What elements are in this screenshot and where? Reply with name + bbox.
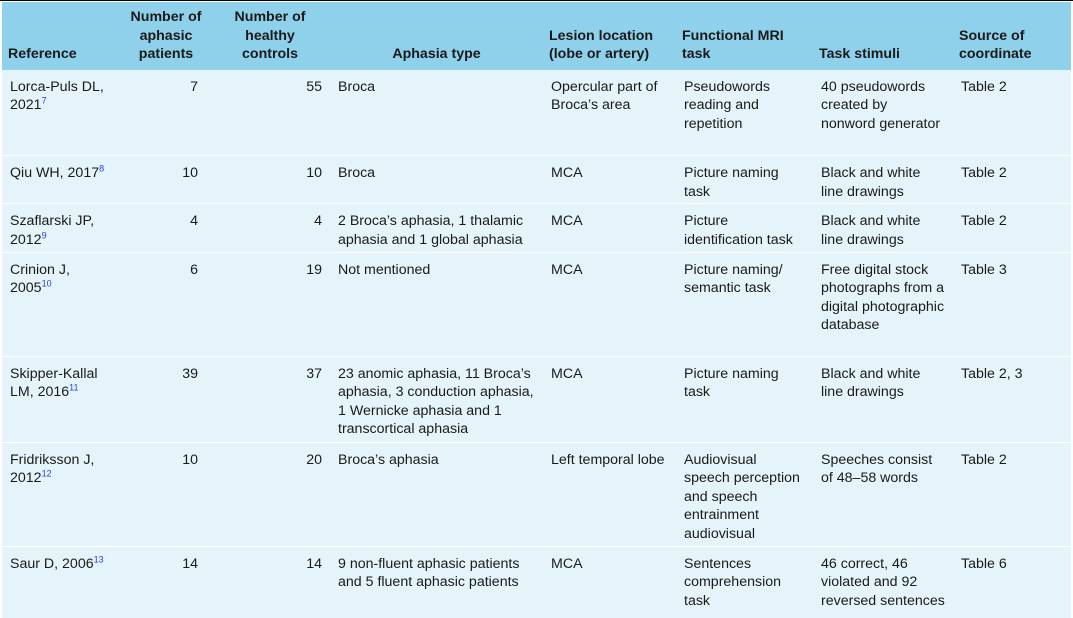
reference-text: Fridriksson J, 2012 — [10, 451, 95, 487]
cell-healthy-controls: 10 — [210, 156, 330, 204]
citation-link[interactable]: 7 — [41, 95, 47, 106]
citation-link[interactable]: 11 — [69, 382, 79, 393]
cell-source-coordinate: Table 2 — [953, 70, 1071, 156]
cell-lesion-location: Opercular part of Broca’s area — [543, 70, 676, 156]
table-row — [2, 252, 1071, 356]
cell-aphasia-type: 23 anomic aphasia, 11 Broca’s aphasia, 3 conduction aphasia, 1 Wernicke aphasia and 1 transcortical aphasia — [330, 356, 543, 442]
cell-aphasic-patients: 10 — [122, 442, 210, 546]
header-row — [2, 2, 1071, 70]
cell-task-stimuli: Black and white line drawings — [813, 156, 953, 204]
cell-task-stimuli: 46 correct, 46 violated and 92 reversed sentences — [813, 546, 953, 618]
table-row — [2, 546, 1071, 618]
cell-lesion-location: Left temporal lobe — [543, 442, 676, 546]
citation-link[interactable]: 12 — [41, 468, 52, 479]
table-row — [2, 204, 1071, 252]
cell-reference — [2, 70, 122, 156]
cell-reference — [2, 252, 122, 356]
cell-aphasic-patients: 14 — [122, 546, 210, 618]
cell-healthy-controls: 19 — [210, 252, 330, 356]
cell-healthy-controls: 4 — [210, 204, 330, 252]
cell-lesion-location: MCA — [543, 252, 676, 356]
cell-task-stimuli: Black and white line drawings — [813, 204, 953, 252]
reference-text: Szaflarski JP, 2012 — [10, 213, 95, 249]
cell-source-coordinate: Table 2 — [953, 442, 1071, 546]
cell-fmri-task: Picture naming/ semantic task — [676, 252, 813, 356]
cell-reference — [2, 356, 122, 442]
cell-fmri-task: Sentences comprehension task — [676, 546, 813, 618]
cell-fmri-task: Pseudowords reading and repetition — [676, 70, 813, 156]
cell-healthy-controls: 20 — [210, 442, 330, 546]
cell-task-stimuli: Speeches consist of 48–58 words — [813, 442, 953, 546]
cell-lesion-location: MCA — [543, 204, 676, 252]
cell-aphasia-type: 9 non-fluent aphasic patients and 5 fluent aphasic patients — [330, 546, 543, 618]
cell-aphasia-type: Broca’s aphasia — [330, 442, 543, 546]
table-row — [2, 156, 1071, 204]
cell-fmri-task: Audiovisual speech perception and speech entrainment audiovisual — [676, 442, 813, 546]
cell-task-stimuli: Free digital stock photographs from a digital photographic database — [813, 252, 953, 356]
header-aphasia-type: Aphasia type — [330, 2, 543, 70]
cell-aphasic-patients: 10 — [122, 156, 210, 204]
cell-fmri-task: Picture naming task — [676, 356, 813, 442]
cell-lesion-location: MCA — [543, 546, 676, 618]
cell-healthy-controls: 37 — [210, 356, 330, 442]
cell-aphasic-patients: 6 — [122, 252, 210, 356]
citation-link[interactable]: 10 — [41, 278, 52, 289]
cell-source-coordinate: Table 3 — [953, 252, 1071, 356]
cell-reference — [2, 156, 122, 204]
table-row — [2, 442, 1071, 546]
table-row — [2, 70, 1071, 156]
header-healthy-controls: Number of healthy controls — [210, 2, 330, 70]
header-aphasic-patients: Number of aphasic patients — [122, 2, 210, 70]
header-fmri-task: Functional MRI task — [676, 2, 813, 70]
cell-aphasia-type: Broca — [330, 156, 543, 204]
cell-source-coordinate: Table 6 — [953, 546, 1071, 618]
table-body — [2, 70, 1071, 618]
cell-reference — [2, 546, 122, 618]
reference-text: Skipper-Kallal LM, 2016 — [10, 365, 98, 401]
cell-fmri-task: Picture identification task — [676, 204, 813, 252]
cell-task-stimuli: Black and white line drawings — [813, 356, 953, 442]
header-task-stimuli: Task stimuli — [813, 2, 953, 70]
cell-aphasia-type: Broca — [330, 70, 543, 156]
cell-healthy-controls: 55 — [210, 70, 330, 156]
cell-source-coordinate: Table 2 — [953, 156, 1071, 204]
cell-reference — [2, 442, 122, 546]
reference-text: Saur D, 2006 — [10, 555, 94, 572]
citation-link[interactable]: 8 — [99, 163, 105, 174]
header-source-coordinate: Source of coordinate — [953, 2, 1071, 70]
reference-text: Lorca-Puls DL, 2021 — [10, 78, 104, 114]
citation-link[interactable]: 13 — [93, 553, 104, 564]
cell-fmri-task: Picture naming task — [676, 156, 813, 204]
header-reference: Reference — [2, 2, 122, 70]
studies-table — [2, 2, 1071, 618]
header-lesion-location: Lesion location (lobe or artery) — [543, 2, 676, 70]
reference-text: Qiu WH, 2017 — [10, 165, 100, 182]
cell-aphasic-patients: 4 — [122, 204, 210, 252]
cell-healthy-controls: 14 — [210, 546, 330, 618]
cell-task-stimuli: 40 pseudowords created by nonword generator — [813, 70, 953, 156]
cell-lesion-location: MCA — [543, 156, 676, 204]
cell-reference — [2, 204, 122, 252]
cell-source-coordinate: Table 2, 3 — [953, 356, 1071, 442]
cell-aphasia-type: Not mentioned — [330, 252, 543, 356]
cell-aphasic-patients: 39 — [122, 356, 210, 442]
citation-link[interactable]: 9 — [41, 230, 47, 241]
cell-source-coordinate: Table 2 — [953, 204, 1071, 252]
reference-text: Crinion J, 2005 — [10, 261, 70, 297]
cell-aphasia-type: 2 Broca’s aphasia, 1 thalamic aphasia and 1 global aphasia — [330, 204, 543, 252]
cell-aphasic-patients: 7 — [122, 70, 210, 156]
cell-lesion-location: MCA — [543, 356, 676, 442]
table-row — [2, 356, 1071, 442]
